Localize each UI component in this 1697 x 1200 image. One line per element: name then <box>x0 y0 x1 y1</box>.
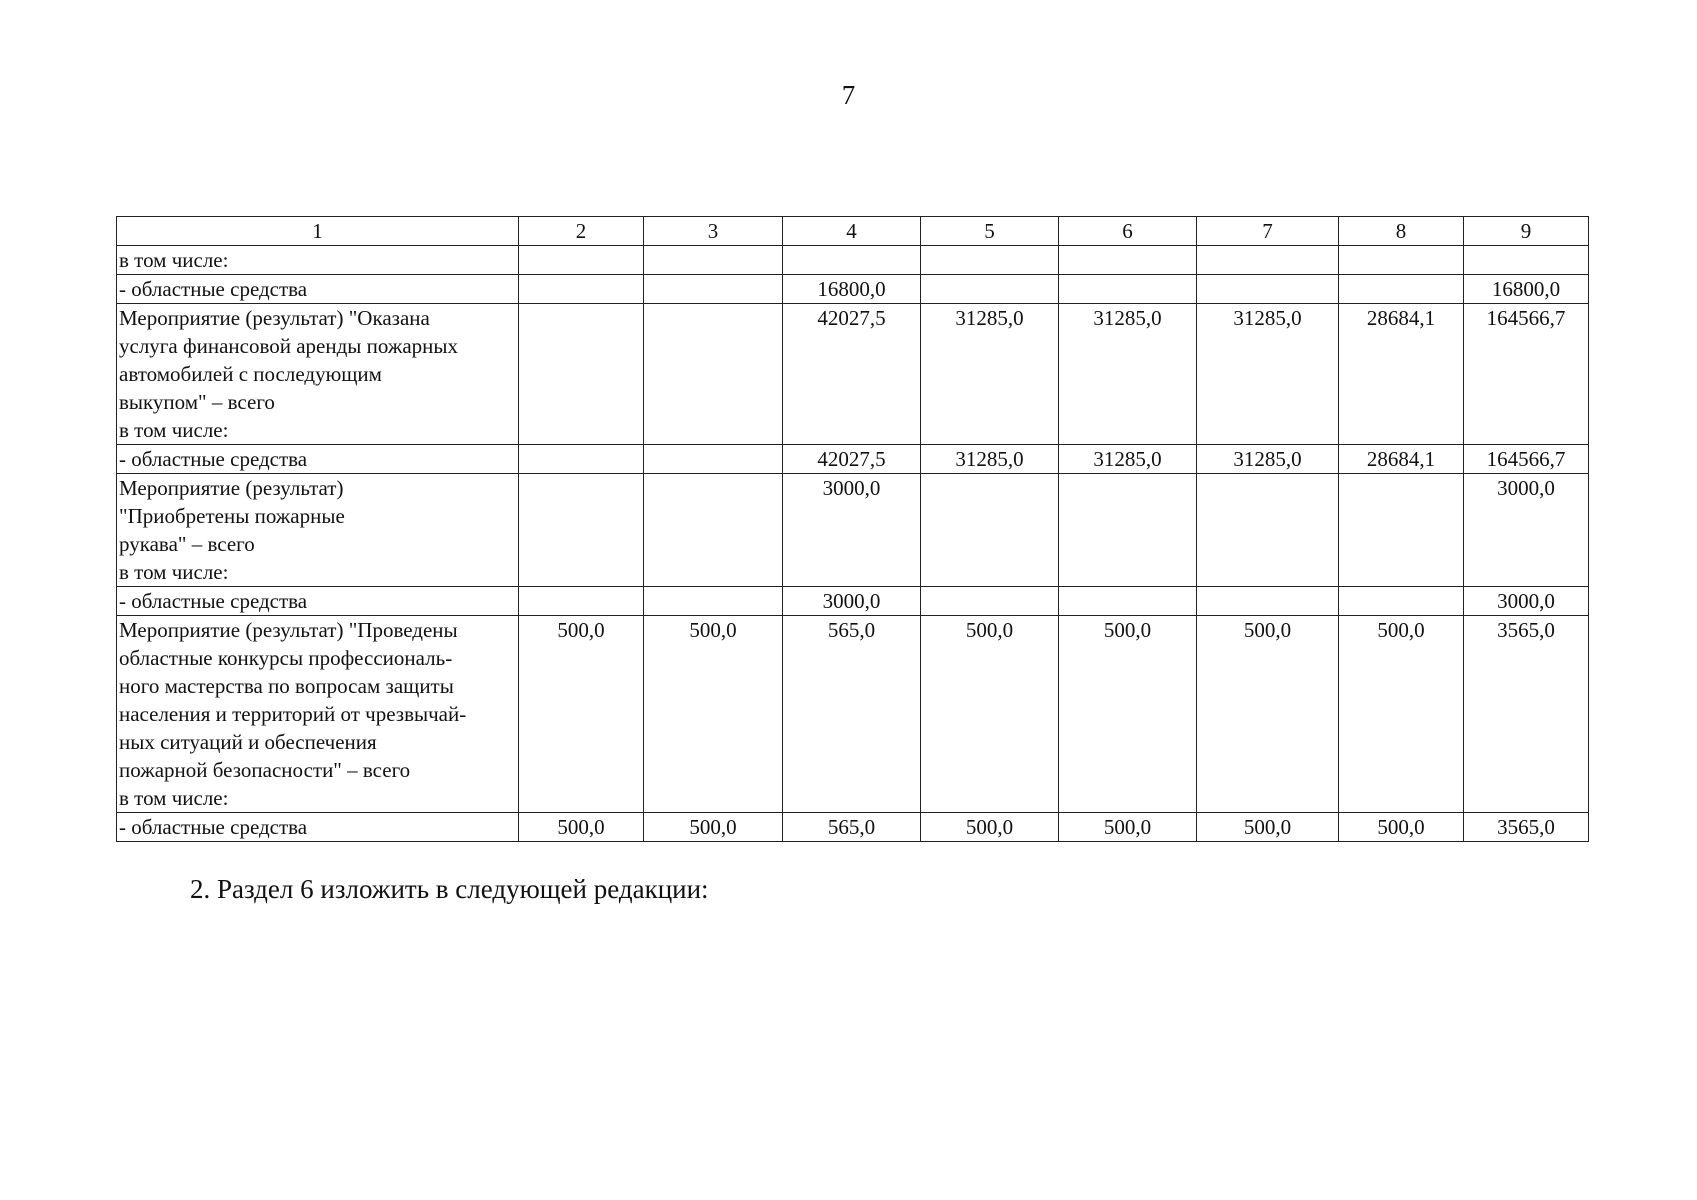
value-cell <box>783 246 921 275</box>
row-label-line: областные конкурсы профессиональ- <box>119 646 453 670</box>
row-label-line: рукава" – всего <box>119 532 255 556</box>
section-instruction: 2. Раздел 6 изложить в следующей редакции: <box>190 874 709 904</box>
row-label-line: в том числе: <box>119 786 229 810</box>
value-cell: 3000,0 <box>1464 587 1589 616</box>
header-cell: 6 <box>1059 217 1197 246</box>
header-cell: 9 <box>1464 217 1589 246</box>
value-cell: 500,0 <box>1197 813 1339 842</box>
value-cell: 565,0 <box>783 616 921 813</box>
row-label-line: автомобилей с последующим <box>119 362 382 386</box>
table-row <box>117 616 1589 813</box>
row-label-line: выкупом" – всего <box>119 390 275 414</box>
value-cell <box>1197 474 1339 587</box>
value-cell <box>1059 246 1197 275</box>
value-cell: 31285,0 <box>1197 304 1339 445</box>
row-label-line: Мероприятие (результат) "Оказана <box>119 306 430 330</box>
row-label-line: - областные средства <box>119 447 308 471</box>
row-label-line: ного мастерства по вопросам защиты <box>119 674 454 698</box>
table-row <box>117 445 1589 474</box>
header-cell: 4 <box>783 217 921 246</box>
header-cell: 2 <box>519 217 644 246</box>
value-cell: 500,0 <box>1339 813 1464 842</box>
value-cell: 16800,0 <box>1464 275 1589 304</box>
value-cell <box>1339 246 1464 275</box>
header-cell: 5 <box>921 217 1059 246</box>
value-cell <box>1339 275 1464 304</box>
value-cell: 3000,0 <box>783 587 921 616</box>
row-label-line: Мероприятие (результат) "Проведены <box>119 618 458 642</box>
value-cell <box>644 587 783 616</box>
table-row <box>117 587 1589 616</box>
value-cell <box>1197 246 1339 275</box>
value-cell: 31285,0 <box>921 445 1059 474</box>
table-row <box>117 246 1589 275</box>
value-cell: 3000,0 <box>783 474 921 587</box>
row-label-line: в том числе: <box>119 560 229 584</box>
table-body <box>117 217 1589 842</box>
value-cell: 3000,0 <box>1464 474 1589 587</box>
value-cell: 3565,0 <box>1464 813 1589 842</box>
row-label <box>117 587 519 616</box>
value-cell: 500,0 <box>644 813 783 842</box>
value-cell <box>519 304 644 445</box>
value-cell <box>644 304 783 445</box>
value-cell: 500,0 <box>519 813 644 842</box>
value-cell: 500,0 <box>1059 813 1197 842</box>
value-cell: 500,0 <box>921 616 1059 813</box>
value-cell <box>921 275 1059 304</box>
row-label-line: в том числе: <box>119 418 229 442</box>
value-cell: 28684,1 <box>1339 445 1464 474</box>
row-label <box>117 275 519 304</box>
row-label <box>117 246 519 275</box>
table-row <box>117 304 1589 445</box>
value-cell: 500,0 <box>644 616 783 813</box>
value-cell: 28684,1 <box>1339 304 1464 445</box>
row-label-line: в том числе: <box>119 248 229 272</box>
value-cell: 31285,0 <box>1197 445 1339 474</box>
value-cell: 42027,5 <box>783 304 921 445</box>
value-cell <box>1197 275 1339 304</box>
value-cell: 31285,0 <box>1059 304 1197 445</box>
value-cell <box>519 246 644 275</box>
table-row <box>117 474 1589 587</box>
row-label-line: населения и территорий от чрезвычай- <box>119 702 467 726</box>
value-cell <box>1464 246 1589 275</box>
budget-table <box>116 216 1589 842</box>
value-cell <box>921 474 1059 587</box>
value-cell <box>1197 587 1339 616</box>
row-label-line: - областные средства <box>119 589 308 613</box>
value-cell: 31285,0 <box>921 304 1059 445</box>
value-cell: 164566,7 <box>1464 445 1589 474</box>
value-cell <box>519 587 644 616</box>
header-cell: 3 <box>644 217 783 246</box>
value-cell <box>1059 587 1197 616</box>
value-cell: 565,0 <box>783 813 921 842</box>
row-label <box>117 474 519 587</box>
row-label <box>117 445 519 474</box>
value-cell: 31285,0 <box>1059 445 1197 474</box>
row-label <box>117 616 519 813</box>
row-label-line: - областные средства <box>119 277 308 301</box>
row-label-line: "Приобретены пожарные <box>119 504 345 528</box>
value-cell <box>519 445 644 474</box>
header-cell: 1 <box>117 217 519 246</box>
value-cell: 500,0 <box>519 616 644 813</box>
row-label-line: ных ситуаций и обеспечения <box>119 730 377 754</box>
table-row <box>117 275 1589 304</box>
table-header-row <box>117 217 1589 246</box>
header-cell: 7 <box>1197 217 1339 246</box>
row-label-line: услуга финансовой аренды пожарных <box>119 334 459 358</box>
row-label-line: - областные средства <box>119 815 308 839</box>
value-cell: 42027,5 <box>783 445 921 474</box>
row-label-line: пожарной безопасности" – всего <box>119 758 411 782</box>
value-cell: 500,0 <box>1059 616 1197 813</box>
value-cell <box>921 246 1059 275</box>
value-cell <box>644 246 783 275</box>
row-label <box>117 813 519 842</box>
value-cell: 164566,7 <box>1464 304 1589 445</box>
value-cell: 500,0 <box>1197 616 1339 813</box>
value-cell: 16800,0 <box>783 275 921 304</box>
value-cell <box>1339 474 1464 587</box>
value-cell <box>644 474 783 587</box>
page-number: 7 <box>841 80 856 110</box>
value-cell <box>644 445 783 474</box>
header-cell: 8 <box>1339 217 1464 246</box>
row-label-line: Мероприятие (результат) <box>119 476 344 500</box>
row-label <box>117 304 519 445</box>
value-cell <box>519 275 644 304</box>
value-cell: 3565,0 <box>1464 616 1589 813</box>
value-cell <box>1059 275 1197 304</box>
value-cell <box>644 275 783 304</box>
value-cell <box>1339 587 1464 616</box>
value-cell <box>1059 474 1197 587</box>
table-row <box>117 813 1589 842</box>
value-cell <box>921 587 1059 616</box>
value-cell: 500,0 <box>921 813 1059 842</box>
value-cell: 500,0 <box>1339 616 1464 813</box>
value-cell <box>519 474 644 587</box>
